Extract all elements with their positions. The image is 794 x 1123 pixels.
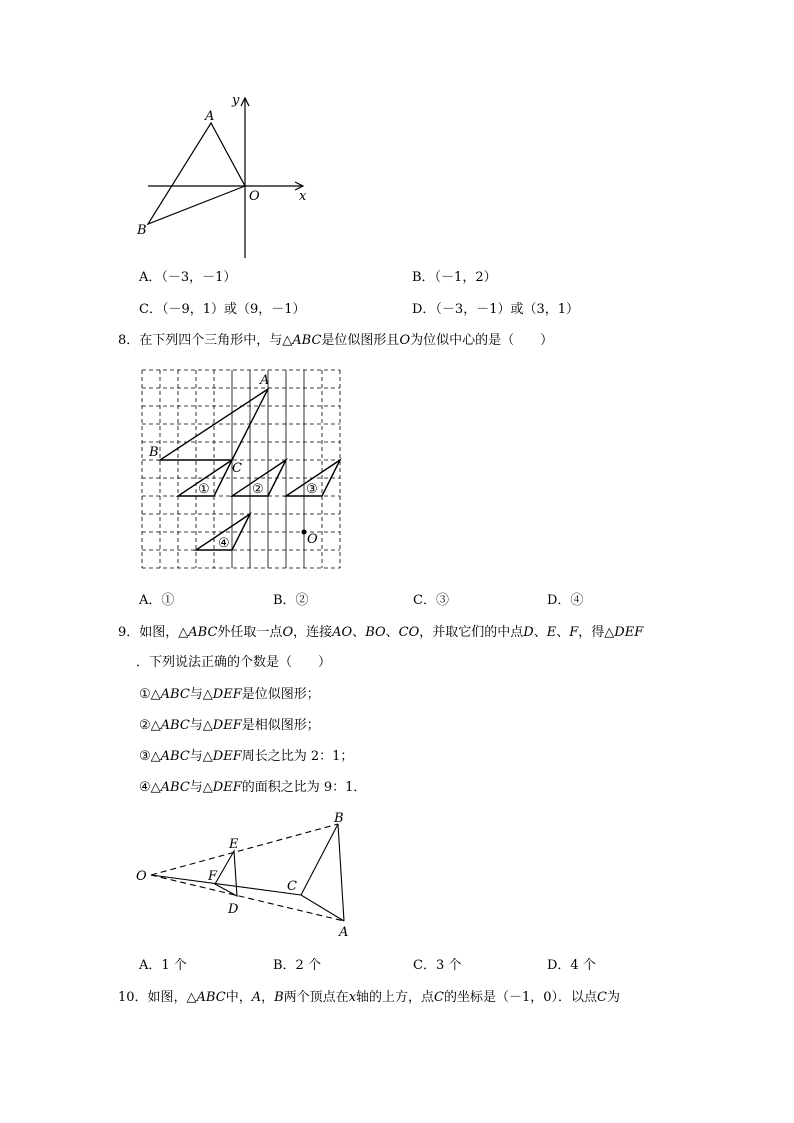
q7-option-b[interactable]: B．（－1，2） — [412, 270, 497, 285]
q10-x: x — [348, 990, 357, 1005]
q7-option-d[interactable]: D．（－3，－1）或（3，1） — [412, 302, 580, 317]
q9-s3-pre: ③△ — [139, 749, 161, 764]
q9-triangle-def — [215, 851, 237, 896]
q9-d: D — [523, 625, 534, 640]
q8-option-b[interactable]: B．② — [273, 593, 309, 608]
q9-s3-abc: ABC — [160, 749, 190, 764]
q9-s4-abc: ABC — [160, 780, 190, 795]
q10-b: B — [274, 990, 284, 1005]
q10-text-3: 两个顶点在 — [283, 990, 349, 1005]
q9-s1-post: 是位似图形； — [241, 687, 320, 702]
q9-s2-abc: ABC — [160, 718, 190, 733]
q9-s1-mid: 与△ — [189, 687, 213, 702]
q9-sep-1: 、 — [352, 625, 366, 640]
q10-text-1: 10．如图，△ — [118, 990, 197, 1005]
q9-option-a[interactable]: A．1 个 — [139, 958, 187, 973]
q9-text-3: ，连接 — [293, 625, 333, 640]
q9-s1-pre: ①△ — [139, 687, 161, 702]
q7-option-a[interactable]: A．（－3，－1） — [139, 270, 237, 285]
q9-s2-mid: 与△ — [189, 718, 213, 733]
q9-figure — [130, 808, 360, 943]
q8-option-a[interactable]: A．① — [139, 593, 175, 608]
q7-label-o: O — [249, 189, 260, 204]
q9-label-e: E — [229, 837, 239, 852]
q8-text-pre: 在下列四个三角形中，与△ — [139, 333, 293, 348]
q9-s1-def: DEF — [212, 687, 242, 702]
q9-ao: AO — [332, 625, 353, 640]
q8-label-3: ③ — [306, 482, 318, 497]
q10-abc: ABC — [196, 990, 226, 1005]
q7-label-x: x — [299, 189, 307, 204]
q8-abc: ABC — [292, 333, 322, 348]
q9-s2-post: 是相似图形； — [241, 718, 320, 733]
q9-side-bc — [301, 824, 338, 895]
q10-c2: C — [597, 990, 607, 1005]
q9-s2-def: DEF — [212, 718, 242, 733]
q8-option-d[interactable]: D．④ — [547, 593, 584, 608]
q9-text-4: ，并取它们的中点 — [419, 625, 524, 640]
q9-option-d[interactable]: D．4 个 — [547, 958, 596, 973]
q9-s4-post: 的面积之比为 9：1． — [241, 780, 367, 795]
q9-statement-3 — [139, 749, 353, 765]
q9-question-line1 — [118, 625, 643, 641]
q9-o: O — [282, 625, 294, 640]
q9-label-b: B — [334, 811, 344, 826]
q8-figure — [135, 366, 350, 572]
q9-label-f: F — [208, 869, 218, 884]
q7-label-y: y — [232, 93, 240, 108]
q7-label-b: B — [137, 223, 147, 238]
q8-point-o — [302, 530, 307, 535]
q9-s4-mid: 与△ — [189, 780, 213, 795]
q9-sep-2: 、 — [385, 625, 399, 640]
q9-line-oca — [151, 875, 344, 921]
q9-label-d: D — [228, 902, 239, 917]
q9-option-c[interactable]: C．3 个 — [413, 958, 462, 973]
q10-text-6: 为 — [607, 990, 621, 1005]
q8-number: 8． — [118, 333, 140, 348]
q8-label-a: A — [260, 373, 270, 388]
q9-s3-mid: 与△ — [189, 749, 213, 764]
q9-bo: BO — [365, 625, 386, 640]
q9-sep-3: 、 — [533, 625, 547, 640]
q9-s2-pre: ②△ — [139, 718, 161, 733]
q7-label-a: A — [205, 109, 215, 124]
q8-label-c: C — [232, 461, 242, 476]
q9-co: CO — [398, 625, 420, 640]
q8-label-2: ② — [252, 482, 264, 497]
q10-text-4: 轴的上方，点 — [356, 990, 435, 1005]
q7-triangle-abo — [148, 123, 245, 224]
q9-abc: ABC — [188, 625, 218, 640]
q8-label-b: B — [149, 445, 159, 460]
q9-statement-2 — [139, 718, 320, 734]
q9-text-2: 外任取一点 — [217, 625, 283, 640]
q9-side-ba — [338, 824, 344, 921]
q8-o: O — [399, 333, 411, 348]
q9-s3-post: 周长之比为 2：1； — [241, 749, 354, 764]
q8-option-c[interactable]: C．③ — [413, 593, 449, 608]
q9-def: DEF — [614, 625, 644, 640]
q9-label-a: A — [339, 925, 349, 940]
q8-label-1: ① — [198, 482, 210, 497]
q9-f: F — [569, 625, 579, 640]
q9-s4-def: DEF — [212, 780, 242, 795]
q10-text-5: 的坐标是（－1，0）．以点 — [444, 990, 598, 1005]
q9-label-c: C — [287, 879, 297, 894]
q8-text-mid: 是位似图形且 — [321, 333, 400, 348]
q9-e: E — [546, 625, 557, 640]
q9-text-1: 9．如图，△ — [118, 625, 189, 640]
q9-sep-4: 、 — [556, 625, 570, 640]
q8-label-o: O — [307, 532, 318, 547]
q9-s1-abc: ABC — [160, 687, 190, 702]
q9-label-o: O — [136, 869, 147, 884]
q9-option-b[interactable]: B．2 个 — [273, 958, 321, 973]
q9-s4-pre: ④△ — [139, 780, 161, 795]
q9-text-5: ，得△ — [578, 625, 615, 640]
q9-statement-4 — [139, 780, 366, 796]
q10-question — [118, 990, 620, 1006]
q8-text-post: 为位似中心的是（ ） — [410, 333, 554, 348]
q10-c: C — [434, 990, 444, 1005]
q10-text-2: 中， — [225, 990, 252, 1005]
q9-statement-1 — [139, 687, 320, 703]
q9-line-oa — [151, 875, 344, 921]
q7-option-c[interactable]: C．（－9，1）或（9，－1） — [139, 302, 306, 317]
q8-label-4: ④ — [218, 536, 230, 551]
q9-s3-def: DEF — [212, 749, 242, 764]
q10-a: A — [251, 990, 262, 1005]
q7-figure — [130, 88, 320, 263]
q9-line-ob — [151, 824, 338, 875]
q10-comma: ， — [261, 990, 275, 1005]
q9-question-line2: ．下列说法正确的个数是（ ） — [136, 655, 332, 670]
q8-question — [118, 333, 553, 349]
